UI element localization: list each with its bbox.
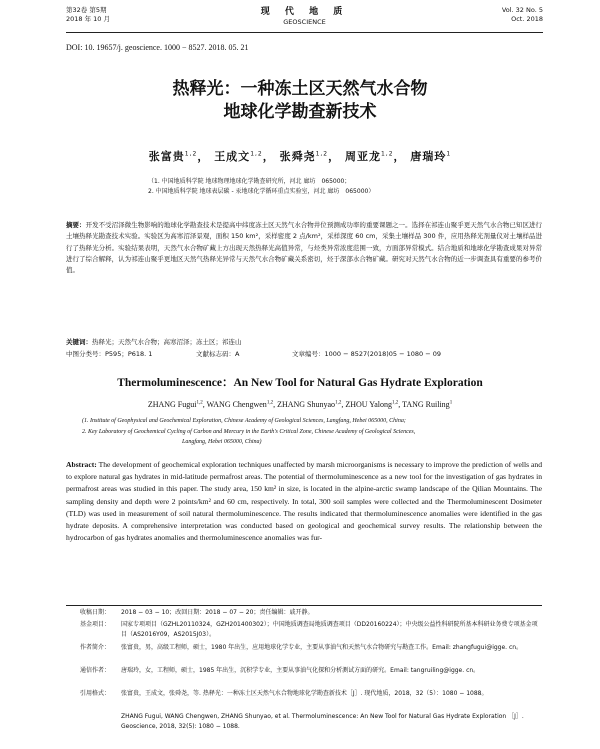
- footnote-key: 收稿日期：: [80, 609, 111, 616]
- author-cn: 王成文: [214, 150, 251, 163]
- affiliation-en-1: (1. Institute of Geophysical and Geochemical Exploration, Chinese Academy of Geological Sciences, Langfang, Hebei 065000, China;: [82, 418, 406, 424]
- author-en: ZHANG Fugui: [147, 400, 197, 409]
- footnote-key: 基金项目：: [80, 621, 111, 628]
- author-cn: 唐瑞玲: [410, 150, 447, 163]
- abstract-cn-text: 开发不受沼泽微生物影响的地球化学勘查技术是提高中纬度冻土区天然气水合物井位预测成功率的重要课题之一。选择在祁连山聚乎更天然气水合物已知区进行土壤热释光勘查技术实验。实验区为高寒沼泽景观，面积 150 km²，采样密度 2 点/km²，采样深度 60 cm，采集土壤样品 300 件，应用热释光剂量仪对土壤样品进行了热释光分析。实验结果表明，天然气水合物矿藏上方出现天然热释光高值异常，与烃类异常浓度范围一致，方面部异常模式。结合地质和地球化学勘查成果对异常进行了综合解释，认为祁连山聚乎更地区天然气热释光异常与天然气水合物矿藏关系密切，烃于深部水合物矿藏。研究对天然气水合物的近一步调查具有重要的参考价值。: [66, 221, 542, 275]
- author-cn-affil: 1: [446, 150, 452, 158]
- author-en: ZHOU Yalong: [345, 400, 392, 409]
- affiliation-en-2: 2. Key Laboratory of Geochemical Cycling of Carbon and Mercury in the Earth's Critical Zone, Chinese Academy of Geological Sciences,: [82, 428, 416, 435]
- keywords-cn-label: 关键词：: [66, 338, 92, 346]
- footnote-value: 张富贵，王成文，张舜尧，等. 热释光：一种冻土区天然气水合物地球化学勘查新技术［J］. 现代地质，2018，32（5）：1080 − 1088。: [121, 690, 488, 697]
- footnote-author-bio: [66, 643, 542, 653]
- author-cn: 周亚龙: [344, 150, 381, 163]
- footnote-divider: [66, 605, 542, 606]
- running-header: [66, 6, 543, 33]
- affiliation-cn-2: 2. 中国地质科学院 地球表层碳 - 汞地球化学循环重点实验室，河北 廊坊 065000）: [148, 188, 375, 195]
- footnote-value: 张富贵，男，高级工程师，硕士，1980 年出生，应用地球化学专业，主要从事油气和天然气水合物研究与勘查工作。Email: zhangfugui@igge. cn。: [121, 644, 523, 651]
- article-number: 文章编号：1000 − 8527(2018)05 − 1080 − 09: [292, 350, 442, 358]
- footnote-key: 引用格式：: [80, 690, 111, 697]
- affiliation-cn-1: （1. 中国地质科学院 地球物理地球化学勘查研究所，河北 廊坊 065000；: [148, 178, 351, 185]
- journal-name-en: GEOSCIENCE: [283, 18, 326, 26]
- abstract-cn: [66, 220, 542, 276]
- document-code: 文献标志码：A: [196, 350, 240, 358]
- volume-issue-cn: 第32卷 第5期: [66, 6, 107, 14]
- header-right: [502, 6, 543, 24]
- doi: DOI: 10. 19657/j. geoscience. 1000 − 8527. 2018. 05. 21: [66, 43, 249, 52]
- footnote-citation-cn: [66, 689, 542, 699]
- keywords-cn: [66, 337, 242, 346]
- abstract-en: [66, 459, 542, 544]
- footnote-citation-en: [66, 712, 542, 732]
- abstract-en-label: Abstract:: [66, 460, 97, 469]
- clc-number: 中图分类号：P595；P618. 1: [66, 350, 153, 358]
- footnote-funding: [66, 620, 542, 640]
- abstract-cn-label: 摘要：: [66, 221, 86, 229]
- date-cn: 2018 年 10 月: [66, 15, 111, 23]
- title-en: Thermoluminescence：An New Tool for Natural Gas Hydrate Exploration: [117, 377, 483, 389]
- author-en: WANG Chengwen: [206, 400, 267, 409]
- title-cn-line1: 热释光：一种冻土区天然气水合物: [172, 79, 428, 99]
- journal-name-cn: 现 代 地 质: [260, 7, 349, 17]
- author-cn-affil: 1,2: [184, 150, 198, 158]
- title-cn: [0, 78, 600, 124]
- footnote-key: 作者简介：: [80, 644, 111, 651]
- date-en: Oct. 2018: [511, 15, 543, 23]
- author-en-affil: 1,2: [196, 400, 203, 406]
- affiliations-en: [82, 416, 542, 448]
- author-cn: 张舜尧: [279, 150, 316, 163]
- footnote-value: 国家专项项目（GZHL20110324，GZH201400302）；中国地质调查局地质调查项目（DD20160224）；中央级公益性科研院所基本科研业务费专项基金项目（AS2016Y09，AS2015J03）。: [121, 621, 538, 638]
- footnote-value: 唐瑞玲，女，工程师，硕士，1985 年出生，沉积学专业，主要从事油气化探和分析测试方面的研究。Email: tangruiling@igge. cn。: [121, 667, 480, 674]
- authors-cn: 张富贵$^{1,2}$， 王成文$^{1,2}$， 张舜尧$^{1,2}$， 周亚龙$^{1,2}$， 唐瑞玲$^1$: [148, 150, 452, 163]
- abstract-en-text: The development of geochemical exploration techniques unaffected by marsh microorganisms is necessary to improve the prediction of wells and to explore natural gas hydrates in mid-latitude permafrost areas. The potential of thermoluminescence as a new tool for the investigation of gas hydrates in permafrost areas was studied in this paper. The study area, 150 km² in size, is located in the alpine-arctic swamp landscape of the Qilian Mountains. The sampling density and depth were 2 points/km² and 60 cm, respectively. In total, 300 soil samples were collected and the Thermoluminescent Dosimeter (TLD) was used in measurement of soil natural thermoluminescence. The results indicated that thermoluminescence anomalies were identified in the gas hydrate deposits. A comprehensive interpretation was conducted based on geological and geochemical survey results. The relationship between the hydrocarbon of gas hydrates anomalies and thermoluminescence anomalies was fur-: [66, 460, 542, 543]
- affiliations-cn: [148, 177, 374, 197]
- affiliation-en-3: Langfang, Hebei 065000, China): [182, 439, 262, 445]
- author-cn-affil: 1,2: [250, 150, 263, 158]
- author-cn-affil: 1,2: [315, 150, 329, 158]
- keywords-cn-text: 热释光；天然气水合物；高寒沼泽；冻土区；祁连山: [92, 338, 242, 346]
- author-en-affil: 1: [449, 400, 453, 406]
- author-cn: 张富贵: [148, 150, 185, 163]
- footnote-corresponding: [66, 666, 542, 676]
- authors-en: ZHANG Fugui$^{1,2}$, WANG Chengwen$^{1,2}$, ZHANG Shunyao$^{1,2}$, ZHOU Yalong$^{1,2}$, TANG Ruiling$^1$: [147, 400, 453, 409]
- author-en-affil: 1,2: [266, 400, 274, 406]
- author-en: TANG Ruiling: [402, 400, 450, 409]
- title-cn-line2: 地球化学勘查新技术: [223, 102, 377, 122]
- footnote-received: [66, 608, 542, 618]
- footnote-value: 2018 − 03 − 10；改回日期：2018 − 07 − 20；责任编辑：戚开静。: [121, 609, 314, 616]
- author-cn-affil: 1,2: [380, 150, 394, 158]
- author-en-affil: 1,2: [335, 400, 342, 406]
- footnote-key: 通信作者：: [80, 667, 111, 674]
- author-en: ZHANG Shunyao: [277, 400, 336, 409]
- author-en-affil: 1,2: [391, 400, 399, 406]
- volume-issue-en: Vol. 32 No. 5: [501, 6, 543, 14]
- footnote-value: ZHANG Fugui, WANG Chengwen, ZHANG Shunyao, et al. Thermoluminescence: An New Tool for Natural Gas Hydrate Exploration ［J］. Geoscience, 2018, 32(5): 1080 − 1088.: [121, 713, 524, 730]
